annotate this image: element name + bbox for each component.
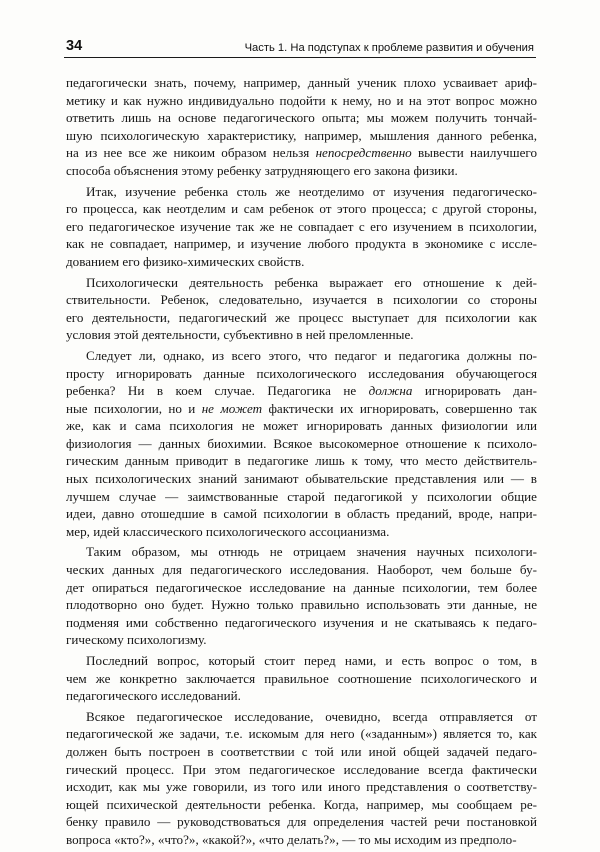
text-line: его деятельности, педагогический же процесс выступает для психологии как bbox=[66, 309, 537, 325]
text-line: педагогически знать, почему, например, данный ученик плохо усваивает ариф- bbox=[66, 75, 537, 90]
text-line: Следует ли, однако, из всего этого, что педагог и педагогика должны по- bbox=[86, 347, 537, 363]
emphasis: не может bbox=[201, 400, 263, 416]
text-line: как не совпадает, например, и изучение любого продукта в экономике с иссле- bbox=[66, 236, 537, 252]
text-line: плодотворно оно будет. Нужно только правильно использовать эти данные, не bbox=[66, 597, 537, 613]
text-line: Последний вопрос, который стоит перед нами, и есть вопрос о том, в bbox=[86, 653, 537, 668]
text-line: метику и как нужно индивидуально подойти к нему, но и на этот вопрос можно bbox=[66, 92, 537, 108]
paragraph bbox=[66, 708, 537, 849]
text-line: идеи, давно отошедшие в самой психологии в область преданий, вроде, напри- bbox=[66, 506, 537, 522]
text-line: ческих данных для педагогического исследования. Наоборот, чем больше бу- bbox=[66, 562, 537, 578]
paragraph bbox=[66, 652, 537, 705]
text-line: лучшем случае — заимствованные старой педагогикой у психологии общие bbox=[66, 488, 537, 504]
body-text bbox=[66, 74, 537, 852]
text-line: Всякое педагогическое исследование, очевидно, всегда отправляется от bbox=[86, 708, 537, 724]
text-line: способа объяснения этому ребенку затрудняющего его закона физики. bbox=[66, 162, 458, 178]
text-line: ствительности. Ребенок, следовательно, изучается в психологии со стороны bbox=[66, 292, 537, 308]
text-line: го процесса, как неотделим и сам ребенок от этого процесса; с другой стороны, bbox=[66, 201, 537, 217]
text-line: Итак, изучение ребенка столь же неотделимо от изучения педагогическо- bbox=[86, 183, 537, 199]
paragraph bbox=[66, 347, 537, 541]
text-line: вопроса «кто?», «что?», «какой?», «что делать?», — то мы исходим из предполо- bbox=[66, 831, 517, 847]
text-line: дованием его физико-химических свойств. bbox=[66, 253, 305, 269]
paragraph bbox=[66, 274, 537, 344]
paragraph bbox=[66, 183, 537, 271]
paragraph bbox=[66, 543, 537, 649]
text-line: просту игнорировать данные психологического исследования обучающегося bbox=[66, 365, 537, 381]
text-line: же, как и сама психология не может игнорировать данных физиологии или bbox=[66, 418, 537, 434]
page-number: 34 bbox=[66, 38, 83, 54]
text-line: его педагогическое изучение так же не совпадает с его изучением в психологии, bbox=[66, 218, 537, 234]
text-line: Таким образом, мы отнюдь не отрицаем значения научных психологи- bbox=[86, 544, 537, 560]
text-line: дет опираться педагогическое исследование на данные психологии, тем более bbox=[66, 579, 537, 595]
text-line: чем же конкретно заключается правильное соотношение психологического и bbox=[66, 670, 537, 686]
text-line: Психологически деятельность ребенка выражает его отношение к дей- bbox=[86, 274, 537, 290]
text-line: бенку правило — руководствоваться для определения частей речи постановкой bbox=[66, 814, 537, 830]
text-line: педагогической же задачи, т.е. искомым для него («заданным») является то, как bbox=[66, 726, 537, 742]
text-line: ответить лишь на основе педагогического опыта; мы можем получить тончай- bbox=[66, 110, 537, 126]
text-line: педагогического исследований. bbox=[66, 688, 241, 704]
text-line: подменяя ими собственно педагогического изучения и не скатываясь к педаго- bbox=[66, 614, 537, 630]
header-rule bbox=[64, 57, 536, 58]
paragraph bbox=[66, 74, 537, 180]
text-line: ющей психической деятельности ребенка. Когда, например, мы сообщаем ре- bbox=[66, 796, 537, 812]
text-line: гическим данным приводит в педагогике лишь к тому, что место действитель- bbox=[66, 453, 537, 469]
text-line: физиология — данных биохимии. Всякое высокомерное отношение к психоло- bbox=[66, 435, 537, 451]
running-head: Часть 1. На подступах к проблеме развития и обучения bbox=[244, 42, 534, 54]
text-line: ные психологии, но и не может фактически их игнорировать, совершенно так bbox=[66, 400, 537, 416]
emphasis: должна bbox=[368, 383, 413, 399]
text-line: гическому психологизму. bbox=[66, 632, 207, 648]
emphasis: непосредственно bbox=[315, 145, 412, 161]
text-line: должен быть построен в соответствии с той или иной общей задачей педаго- bbox=[66, 743, 537, 759]
text-line: шую психологическую характеристику, например, мышления данного ребенка, bbox=[66, 127, 537, 143]
text-line: исходит, как мы уже говорили, из того или иного представления о соответству- bbox=[66, 779, 537, 795]
text-line: гический процесс. При этом педагогическое исследование всегда фактически bbox=[66, 761, 537, 777]
text-line: ребенка? Ни в коем случае. Педагогика не должна игнорировать дан- bbox=[66, 383, 537, 399]
text-line: ных психологических знаний занимают обывательские представления или — в bbox=[66, 471, 537, 487]
page-header bbox=[66, 34, 534, 54]
text-line: мер, идей классического психологического ассоцианизма. bbox=[66, 523, 390, 539]
text-line: на из нее все же никоим образом нельзя непосредственно вывести наилучшего bbox=[66, 145, 537, 161]
text-line: условия этой деятельности, субъективно в ней преломленные. bbox=[66, 327, 414, 343]
